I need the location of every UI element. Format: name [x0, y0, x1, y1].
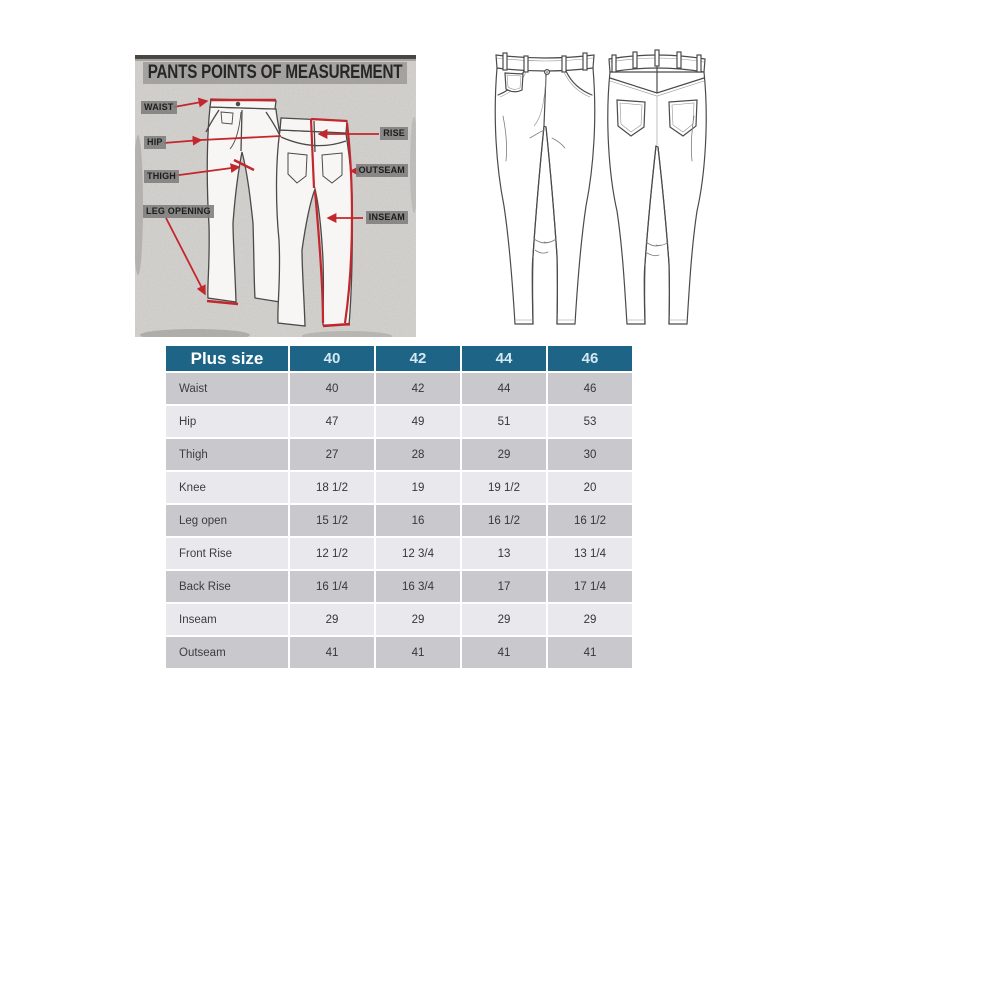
measurement-row-label: Thigh — [166, 439, 288, 470]
leg-opening-label: LEG OPENING — [143, 205, 214, 218]
size-value-cell: 12 1/2 — [290, 538, 374, 569]
table-body — [166, 373, 632, 668]
back-belt-loop — [697, 55, 701, 72]
jeans-back-flat-sketch — [604, 46, 710, 334]
measurement-diagram — [135, 55, 416, 337]
size-value-cell: 17 1/4 — [548, 571, 632, 602]
table-corner-header: Plus size — [166, 346, 288, 371]
size-value-cell: 20 — [548, 472, 632, 503]
size-value-cell: 28 — [376, 439, 460, 470]
size-value-cell: 41 — [376, 637, 460, 668]
size-chart-table — [164, 344, 634, 670]
front-flat-waistband — [496, 55, 594, 71]
size-value-cell: 15 1/2 — [290, 505, 374, 536]
size-value-cell: 29 — [462, 439, 546, 470]
size-column-header: 46 — [548, 346, 632, 371]
diagram-title: PANTS POINTS OF MEASUREMENT — [147, 62, 403, 83]
table-header-row — [166, 346, 632, 371]
front-belt-loop — [562, 56, 566, 72]
size-value-cell: 16 — [376, 505, 460, 536]
diagram-title-banner — [143, 62, 407, 84]
size-value-cell: 53 — [548, 406, 632, 437]
table-row — [166, 637, 632, 668]
measurement-row-label: Waist — [166, 373, 288, 404]
table-row — [166, 505, 632, 536]
table-row — [166, 571, 632, 602]
size-value-cell: 51 — [462, 406, 546, 437]
size-value-cell: 44 — [462, 373, 546, 404]
front-pants-coin-pocket — [221, 112, 233, 124]
size-value-cell: 29 — [290, 604, 374, 635]
table-row — [166, 472, 632, 503]
measurement-row-label: Inseam — [166, 604, 288, 635]
waist-label: WAIST — [141, 101, 177, 114]
size-value-cell: 40 — [290, 373, 374, 404]
outseam-label: OUTSEAM — [356, 164, 408, 177]
measurement-row-label: Leg open — [166, 505, 288, 536]
back-flat — [608, 50, 706, 324]
table-row — [166, 406, 632, 437]
size-value-cell: 29 — [376, 604, 460, 635]
size-column-header: 40 — [290, 346, 374, 371]
table-row — [166, 439, 632, 470]
table-row — [166, 604, 632, 635]
size-value-cell: 30 — [548, 439, 632, 470]
table-row — [166, 373, 632, 404]
hip-label: HIP — [144, 136, 166, 149]
measurement-row-label: Outseam — [166, 637, 288, 668]
back-belt-loop — [677, 52, 681, 68]
size-value-cell: 19 — [376, 472, 460, 503]
front-belt-loop — [524, 56, 528, 72]
back-belt-loop — [633, 52, 637, 68]
thigh-label: THIGH — [144, 170, 179, 183]
size-value-cell: 16 1/2 — [548, 505, 632, 536]
size-value-cell: 16 1/2 — [462, 505, 546, 536]
measurement-row-label: Knee — [166, 472, 288, 503]
measurement-diagram-art — [135, 55, 416, 337]
front-flat — [495, 53, 595, 324]
front-pants-button — [236, 102, 239, 105]
size-value-cell: 29 — [548, 604, 632, 635]
jeans-front-flat-sketch — [490, 46, 600, 334]
size-value-cell: 18 1/2 — [290, 472, 374, 503]
size-value-cell: 16 3/4 — [376, 571, 460, 602]
front-belt-loop — [583, 53, 587, 70]
size-value-cell: 41 — [548, 637, 632, 668]
size-value-cell: 42 — [376, 373, 460, 404]
back-belt-loop — [612, 55, 616, 72]
size-value-cell: 41 — [462, 637, 546, 668]
size-column-header: 42 — [376, 346, 460, 371]
measurement-row-label: Front Rise — [166, 538, 288, 569]
size-value-cell: 13 — [462, 538, 546, 569]
back-belt-loop — [655, 50, 659, 66]
size-column-header: 44 — [462, 346, 546, 371]
size-value-cell: 17 — [462, 571, 546, 602]
size-value-cell: 29 — [462, 604, 546, 635]
measurement-row-label: Hip — [166, 406, 288, 437]
size-value-cell: 19 1/2 — [462, 472, 546, 503]
table-row — [166, 538, 632, 569]
size-value-cell: 16 1/4 — [290, 571, 374, 602]
size-value-cell: 49 — [376, 406, 460, 437]
size-value-cell: 13 1/4 — [548, 538, 632, 569]
size-value-cell: 27 — [290, 439, 374, 470]
size-value-cell: 41 — [290, 637, 374, 668]
measurement-row-label: Back Rise — [166, 571, 288, 602]
front-belt-loop — [503, 53, 507, 70]
size-value-cell: 47 — [290, 406, 374, 437]
size-value-cell: 46 — [548, 373, 632, 404]
inseam-label: INSEAM — [366, 211, 408, 224]
size-value-cell: 12 3/4 — [376, 538, 460, 569]
rise-label: RISE — [380, 127, 408, 140]
